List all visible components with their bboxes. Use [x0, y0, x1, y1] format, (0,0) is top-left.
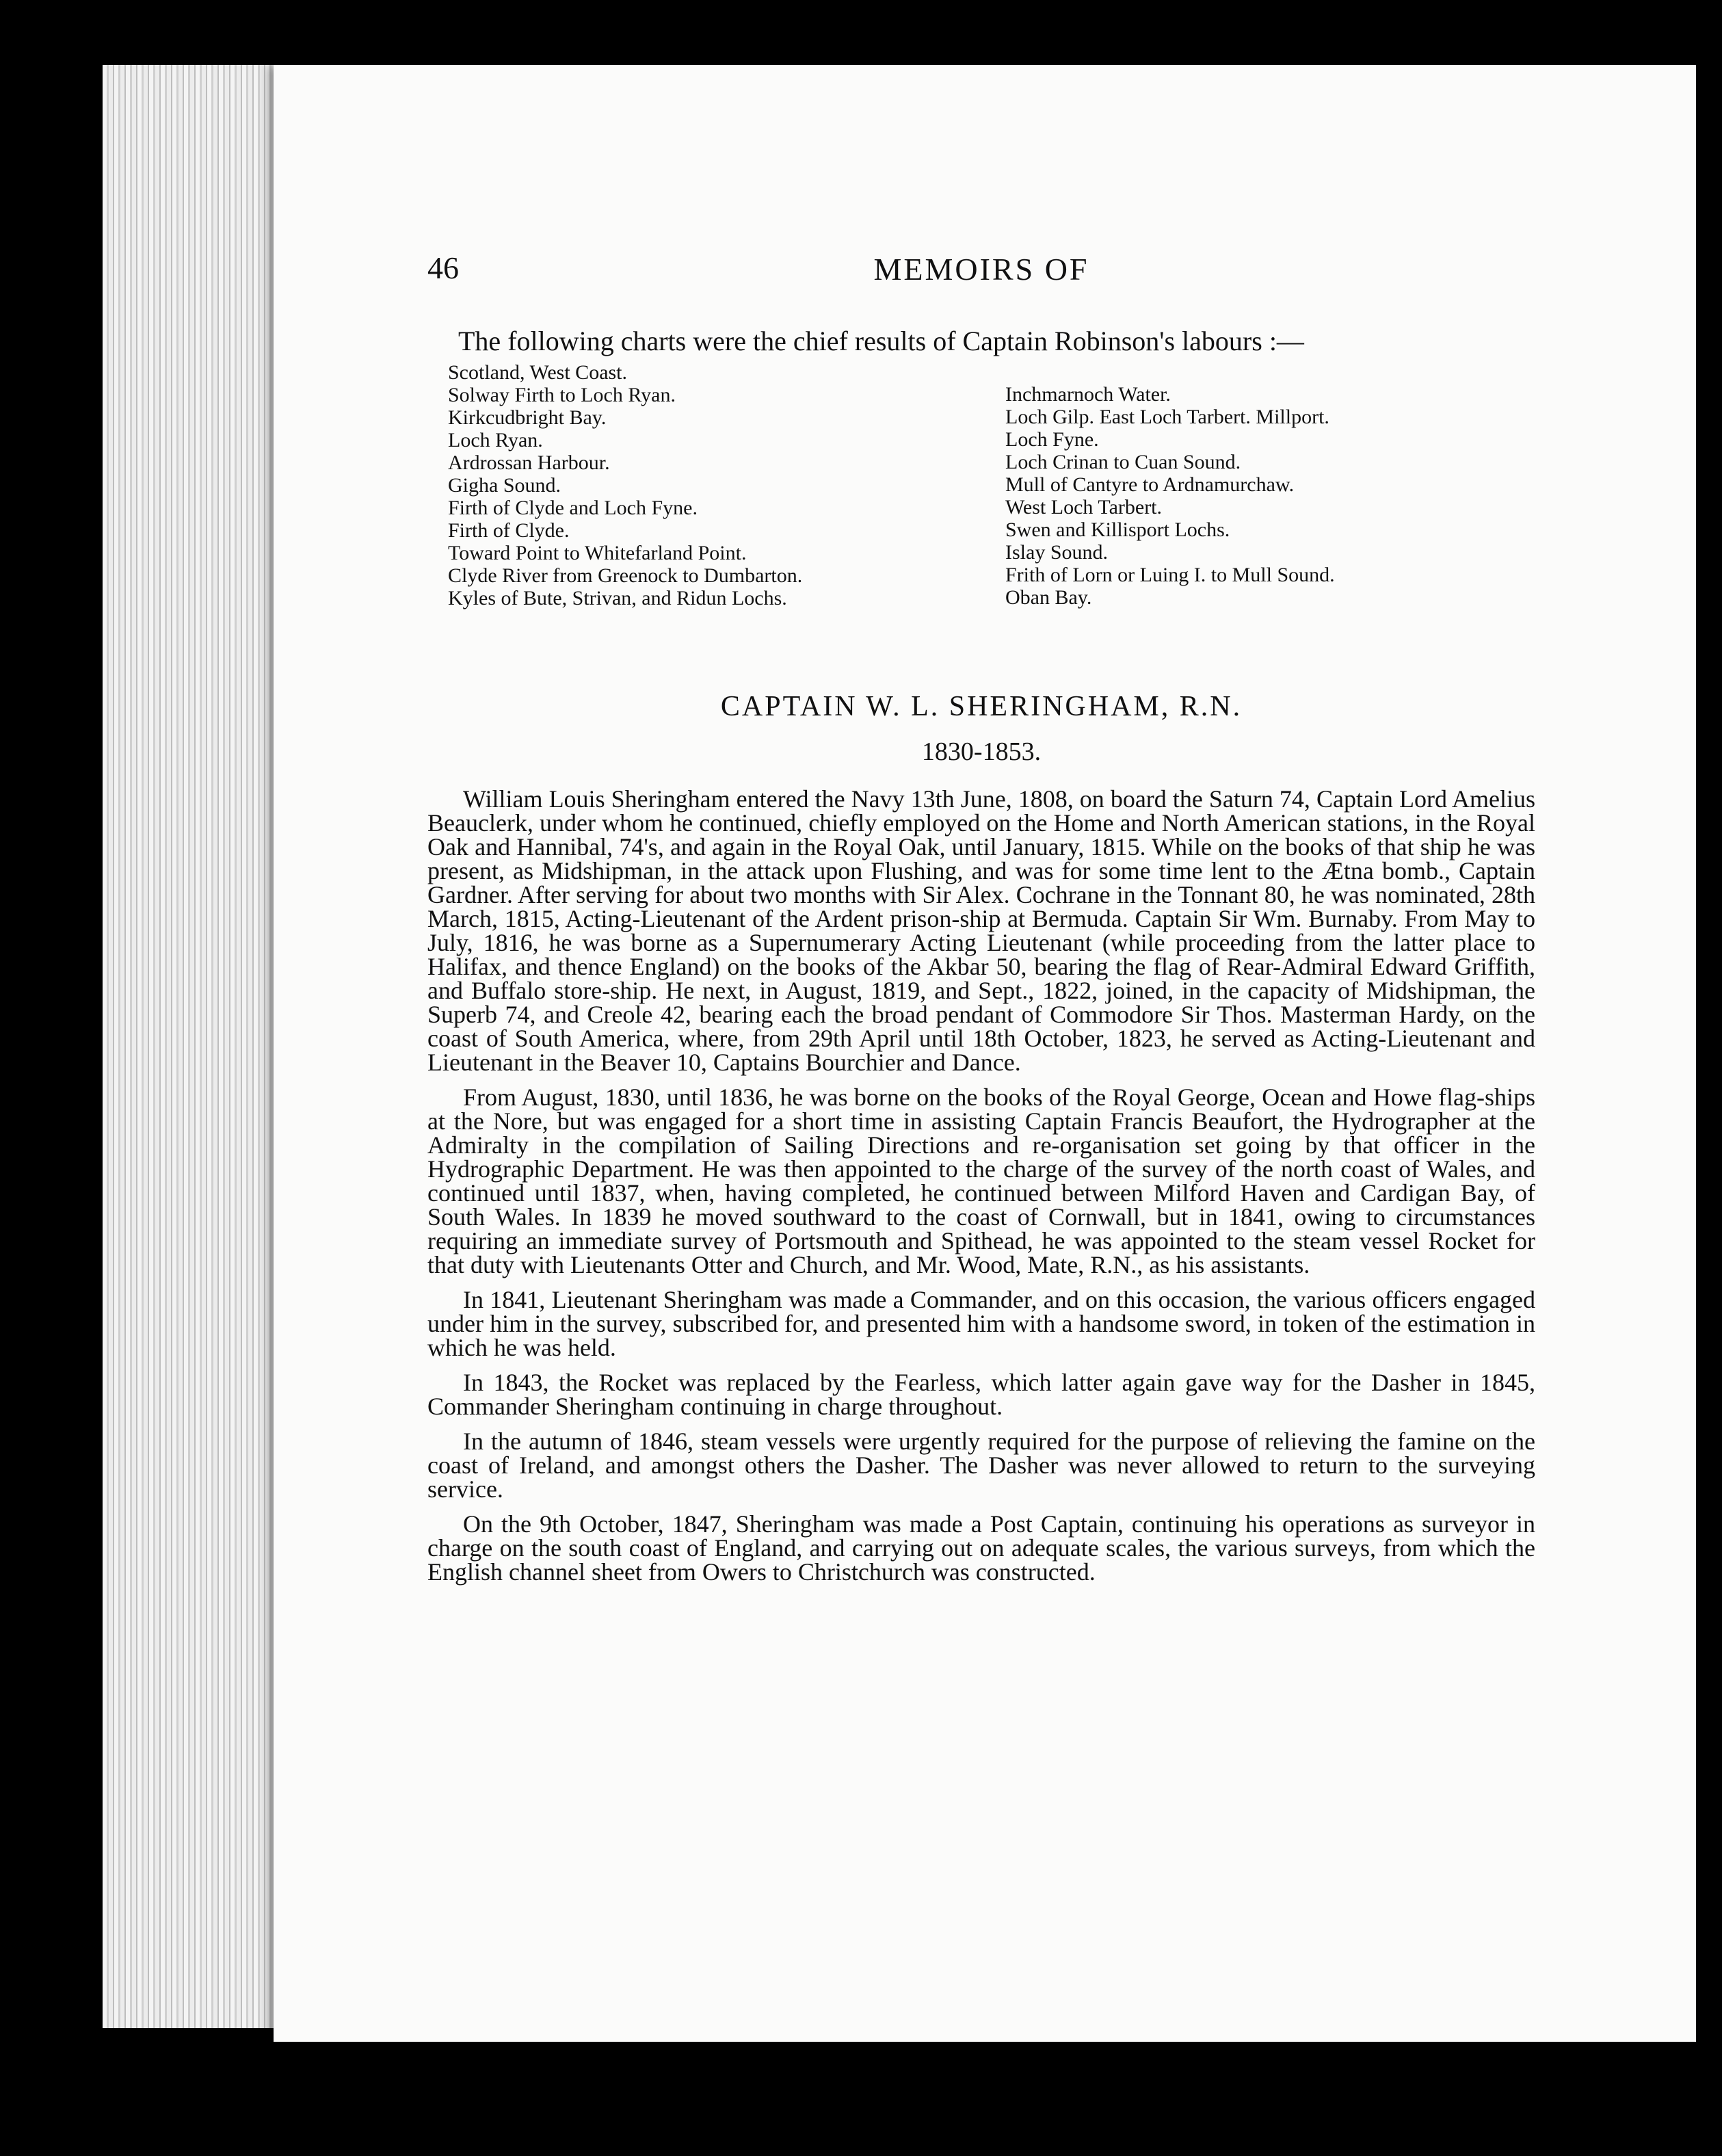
charts-left-column [448, 361, 978, 609]
article-body [427, 787, 1535, 1584]
page-number: 46 [427, 250, 459, 285]
chart-item: Oban Bay. [1005, 586, 1092, 609]
running-head: MEMOIRS OF [873, 252, 1089, 287]
section-dates: 1830-1853. [921, 737, 1042, 766]
paragraph: William Louis Sheringham entered the Navy 13th June, 1808, on board the Saturn 74, Captain Lord Amelius Beauclerk, under whom he continued, chiefly employed on the Home and North American stations, in the Royal Oak and Hannibal, 74's, and again in the Royal Oak, until January, 1815. While on the books of that ship he was present, as Midshipman, in the attack upon Flushing, and was for some time lent to the Ætna bomb., Captain Gardner. After serving for about two months with Sir Alex. Cochrane in the Tonnant 80, he was nominated, 28th March, 1815, Acting-Lieutenant of the Ardent prison-ship at Bermuda. Captain Sir Wm. Burnaby. From May to July, 1816, he was borne as a Supernumerary Acting Lieutenant (while proceeding from the latter place to Halifax, and thence England) on the books of the Akbar 50, bearing the flag of Rear-Admiral Edward Griffith, and Buffalo store-ship. He next, in August, 1819, and Sept., 1822, joined, in the capacity of Midshipman, the Superb 74, and Creole 42, bearing each the broad pendant of Commodore Sir Thos. Masterman Hardy, on the coast of South America, where, from 29th April until 18th October, 1823, he served as Acting-Lieutenant and Lieutenant in the Beaver 10, Captains Bourchier and Dance. [427, 785, 1535, 1076]
chart-item: Inchmarnoch Water. [1005, 383, 1171, 406]
chart-item: Solway Firth to Loch Ryan. [448, 384, 676, 406]
paragraph: On the 9th October, 1847, Sheringham was made a Post Captain, continuing his operations as surveyor in charge on the south coast of England, and carrying out on adequate scales, the various surveys, from which the English channel sheet from Owers to Christchurch was constructed. [427, 1510, 1535, 1586]
chart-item: Swen and Killisport Lochs. [1005, 518, 1230, 541]
chart-item: Kyles of Bute, Strivan, and Ridun Lochs. [448, 587, 787, 609]
chart-item: West Loch Tarbert. [1005, 496, 1163, 518]
book-page-edges [103, 65, 280, 2028]
chart-item: Clyde River from Greenock to Dumbarton. [448, 564, 803, 587]
chart-item: Scotland, West Coast. [448, 361, 628, 384]
page-content [427, 250, 1535, 1595]
charts-right-column [1005, 383, 1535, 609]
paragraph: In the autumn of 1846, steam vessels were urgently required for the purpose of relieving the famine on the coast of Ireland, and amongst others the Dasher. The Dasher was never allowed to return to the surveying service. [427, 1428, 1535, 1503]
charts-intro: The following charts were the chief results of Captain Robinson's labours :— [458, 326, 1304, 356]
chart-item: Islay Sound. [1005, 541, 1108, 564]
chart-item: Gigha Sound. [448, 474, 561, 497]
chart-item: Frith of Lorn or Luing I. to Mull Sound. [1005, 564, 1335, 586]
paragraph: In 1843, the Rocket was replaced by the Fearless, which latter again gave way for the Dasher in 1845, Commander Sheringham continuing in charge throughout. [427, 1369, 1535, 1420]
chart-item: Loch Fyne. [1005, 428, 1099, 451]
book-page [274, 65, 1696, 2042]
paragraph: In 1841, Lieutenant Sheringham was made a Commander, and on this occasion, the various officers engaged under him in the survey, subscribed for, and presented him with a handsome sword, in token of the estimation in which he was held. [427, 1286, 1535, 1361]
section-title: CAPTAIN W. L. SHERINGHAM, R.N. [720, 691, 1243, 722]
chart-item: Mull of Cantyre to Ardnamurchaw. [1005, 473, 1295, 496]
page-header [427, 250, 1535, 325]
paragraph: From August, 1830, until 1836, he was borne on the books of the Royal George, Ocean and Howe flag-ships at the Nore, but was engaged for a short time in assisting Captain Francis Beaufort, the Hydrographer at the Admiralty in the compilation of Sailing Directions and re-organisation set going by that officer in the Hydrographic Department. He was then appointed to the charge of the survey of the north coast of Wales, and continued until 1837, when, having completed, he continued between Milford Haven and Cardigan Bay, of South Wales. In 1839 he moved southward to the coast of Cornwall, but in 1841, owing to circumstances requiring an immediate survey of Portsmouth and Spithead, he was appointed to the steam vessel Rocket for that duty with Lieutenants Otter and Church, and Mr. Wood, Mate, R.N., as his assistants. [427, 1083, 1535, 1278]
charts-list [448, 361, 1535, 609]
chart-item: Loch Ryan. [448, 429, 543, 451]
chart-item: Ardrossan Harbour. [448, 451, 610, 474]
chart-item: Kirkcudbright Bay. [448, 406, 607, 429]
chart-item: Loch Gilp. East Loch Tarbert. Millport. [1005, 406, 1329, 428]
chart-item: Firth of Clyde and Loch Fyne. [448, 497, 698, 519]
chart-item: Firth of Clyde. [448, 519, 570, 542]
chart-item: Loch Crinan to Cuan Sound. [1005, 451, 1241, 473]
chart-item: Toward Point to Whitefarland Point. [448, 542, 747, 564]
